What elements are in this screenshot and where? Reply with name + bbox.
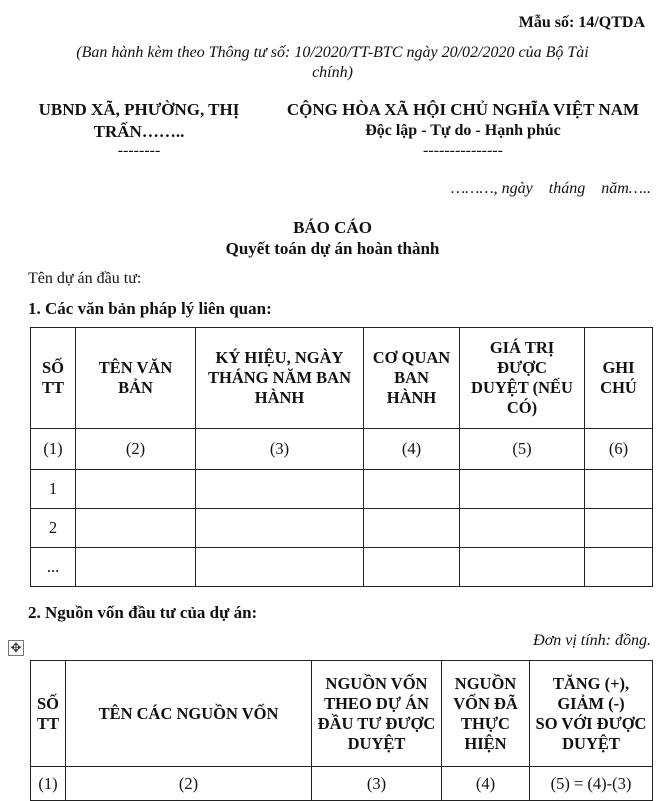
funding-sources-table xyxy=(30,660,653,801)
right-header-line2: Độc lập - Tự do - Hạnh phúc xyxy=(365,122,561,139)
report-subtitle: Quyết toán dự án hoàn thành xyxy=(225,239,440,258)
date-line: ………, ngày tháng năm….. xyxy=(450,180,651,197)
left-header-line1: UBND XÃ, PHƯỜNG, THỊ xyxy=(38,100,240,119)
table-index-row xyxy=(31,767,653,801)
index-cell-2: (2) xyxy=(66,767,312,801)
row-1-cell-2 xyxy=(76,470,196,509)
index-cell-1: (1) xyxy=(31,429,76,470)
table-row xyxy=(31,470,653,509)
index-cell-6: (6) xyxy=(585,429,653,470)
header-cell-4: CƠ QUAN BAN HÀNH xyxy=(364,328,460,429)
legal-documents-table xyxy=(30,327,653,587)
row-2-cell-6 xyxy=(585,509,653,548)
row-3-cell-2 xyxy=(76,548,196,587)
row-1-cell-3 xyxy=(196,470,364,509)
row-3-cell-1: ... xyxy=(31,548,76,587)
project-name-label: Tên dự án đầu tư: xyxy=(28,270,142,287)
right-header-divider: --------------- xyxy=(423,142,503,159)
row-2-cell-2 xyxy=(76,509,196,548)
table-row xyxy=(31,548,653,587)
row-3-cell-6 xyxy=(585,548,653,587)
table-move-icon[interactable]: ✥ xyxy=(8,640,24,656)
left-header-line2: TRẤN…….. xyxy=(93,122,185,141)
header-cell-3: NGUỒN VỐN THEO DỰ ÁN ĐẦU TƯ ĐƯỢC DUYỆT xyxy=(312,661,442,767)
header-cell-3: KÝ HIỆU, NGÀY THÁNG NĂM BAN HÀNH xyxy=(196,328,364,429)
row-1-cell-5 xyxy=(460,470,585,509)
header-cell-5: TĂNG (+), GIẢM (-) SO VỚI ĐƯỢC DUYỆT xyxy=(530,661,653,767)
row-2-cell-3 xyxy=(196,509,364,548)
row-1-cell-4 xyxy=(364,470,460,509)
index-cell-4: (4) xyxy=(442,767,530,801)
table-row xyxy=(31,509,653,548)
right-header-line1: CỘNG HÒA XÃ HỘI CHỦ NGHĨA VIỆT NAM xyxy=(286,100,640,119)
row-2-cell-1: 2 xyxy=(31,509,76,548)
table-header-row xyxy=(31,661,653,767)
row-1-cell-1: 1 xyxy=(31,470,76,509)
header-cell-5: GIÁ TRỊ ĐƯỢC DUYỆT (NẾU CÓ) xyxy=(460,328,585,429)
header-cell-6: GHI CHÚ xyxy=(585,328,653,429)
row-2-cell-4 xyxy=(364,509,460,548)
index-cell-1: (1) xyxy=(31,767,66,801)
header-cell-2: TÊN VĂN BẢN xyxy=(76,328,196,429)
header-cell-1: SỐ TT xyxy=(31,661,66,767)
header-cell-1: SỐ TT xyxy=(31,328,76,429)
row-3-cell-5 xyxy=(460,548,585,587)
section1-heading: 1. Các văn bản pháp lý liên quan: xyxy=(28,299,272,318)
index-cell-2: (2) xyxy=(76,429,196,470)
index-cell-3: (3) xyxy=(312,767,442,801)
row-3-cell-4 xyxy=(364,548,460,587)
header-cell-2: TÊN CÁC NGUỒN VỐN xyxy=(66,661,312,767)
report-title: BÁO CÁO xyxy=(293,218,372,237)
issued-by-line-cont: chính) xyxy=(312,64,353,81)
section2-heading: 2. Nguồn vốn đầu tư của dự án: xyxy=(28,603,258,622)
index-cell-3: (3) xyxy=(196,429,364,470)
header-cell-4: NGUỒN VỐN ĐÃ THỰC HIỆN xyxy=(442,661,530,767)
row-1-cell-6 xyxy=(585,470,653,509)
table-index-row xyxy=(31,429,653,470)
index-cell-5: (5) = (4)-(3) xyxy=(530,767,653,801)
table-header-row xyxy=(31,328,653,429)
issued-by-line: (Ban hành kèm theo Thông tư số: 10/2020/TT-BTC ngày 20/02/2020 của Bộ Tài xyxy=(76,44,589,61)
form-number: Mẫu số: 14/QTDA xyxy=(518,14,645,31)
index-cell-4: (4) xyxy=(364,429,460,470)
row-3-cell-3 xyxy=(196,548,364,587)
left-header-divider: -------- xyxy=(117,142,161,159)
unit-label: Đơn vị tính: đồng. xyxy=(533,632,651,649)
index-cell-5: (5) xyxy=(460,429,585,470)
row-2-cell-5 xyxy=(460,509,585,548)
